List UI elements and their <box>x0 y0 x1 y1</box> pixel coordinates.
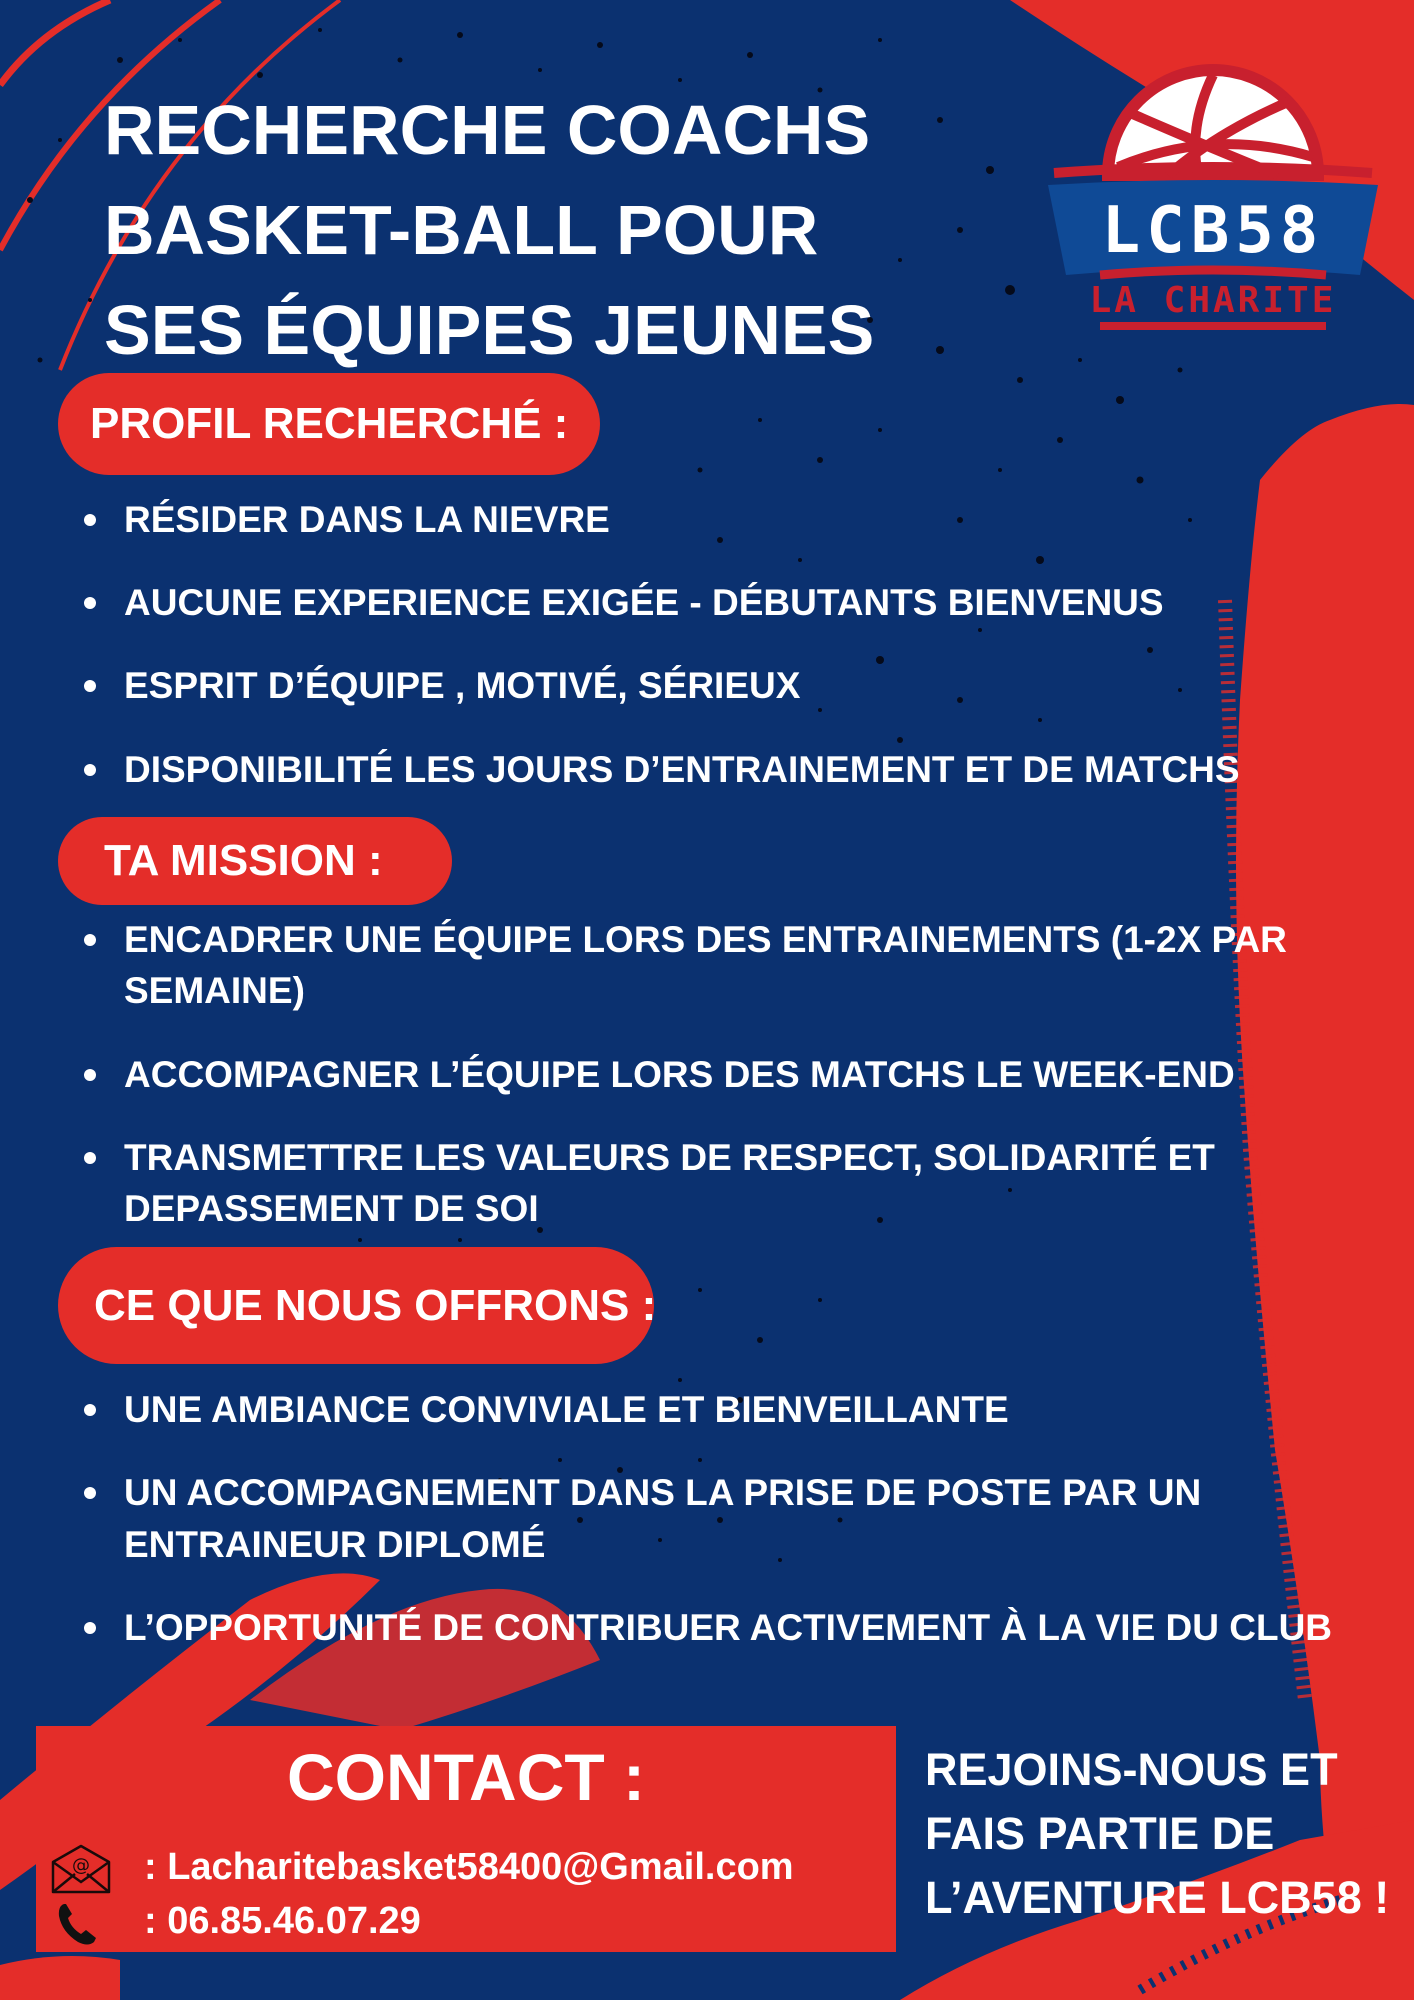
contact-email[interactable]: : Lacharitebasket58400@Gmail.com <box>144 1846 794 1888</box>
bullet-icon <box>84 514 96 526</box>
section-heading-pill <box>58 817 452 905</box>
bullet-icon <box>84 1404 96 1416</box>
logo-main-text: LCB58 <box>1101 194 1325 268</box>
bullet-icon <box>84 1622 96 1634</box>
bullet-icon <box>84 1152 96 1164</box>
section-heading: PROFIL RECHERCHÉ : <box>90 399 569 448</box>
poster-title <box>104 80 874 380</box>
section-heading: CE QUE NOUS OFFRONS : <box>94 1280 657 1330</box>
section-heading-pill <box>58 373 600 475</box>
bullet-icon <box>84 934 96 946</box>
logo-sub-text: LA CHARITE <box>1089 280 1337 321</box>
cta-line: L’AVENTURE LCB58 ! <box>925 1872 1390 1923</box>
contact-title: CONTACT : <box>286 1740 646 1814</box>
cta-line: FAIS PARTIE DE <box>925 1808 1275 1859</box>
bullet-icon <box>84 680 96 692</box>
bullet-icon <box>84 1069 96 1081</box>
basketball-icon <box>1048 57 1378 342</box>
bullet-icon <box>84 1487 96 1499</box>
cta-line: REJOINS-NOUS ET <box>925 1744 1338 1795</box>
section-heading: TA MISSION : <box>104 836 383 885</box>
recruitment-poster: RECHERCHE COACHS BASKET-BALL POUR SES ÉQUIPES JEUNES LCB58 LA CHARITE PROFIL RECHERCHÉ : RÉSIDER DANS LA NIEVRE AUCUNE EXPERIENCE EXIGÉE - DÉBUTANTS BIENVENUS ESPRIT D’ÉQUIPE , MOTIVÉ, SÉRIEUX DISPONIBILITÉ LES JOURS D’ENTRAINEMENT ET DE MATCHS TA MISSION : ENCADRER UNE ÉQUIPE LORS DES ENTRAINEMENTS (1-2X PAR SEMAINE) ACCOMPAGNER L’ÉQUIPE LORS DES MATCHS LE WEEK-END TRANSMETTRE LES VALEURS DE RESPECT, SOLIDARITÉ ET DEPASSEMENT DE SOI CE QUE NOUS OFFRONS : UNE AMBIANCE CONVIVIALE ET BIENVEILLANTE UN ACCOMPAGNEMENT DANS LA PRISE DE POSTE PAR UN ENTRAINEUR DIPLOMÉ L’OPPORTUNITÉ DE CONTRIBUER ACTIVEMENT À LA VIE DU CLUB CONTACT : @ : Lacharitebasket58400@Gmail.com : 06.85.46.07.29 REJOINS-NOUS ET FAIS PARTIE DE L’AVENTURE LCB58 ! <box>0 0 1414 2000</box>
title-line: SES ÉQUIPES JEUNES <box>104 291 875 369</box>
club-logo <box>1048 57 1378 342</box>
envelope-at-icon <box>50 1844 112 1894</box>
title-line: BASKET-BALL POUR <box>104 191 819 269</box>
phone-icon <box>56 1902 100 1946</box>
bullet-icon <box>84 764 96 776</box>
title-line: RECHERCHE COACHS <box>104 91 871 169</box>
bullet-icon <box>84 597 96 609</box>
call-to-action <box>925 1738 1389 1930</box>
section-heading-pill <box>58 1247 657 1364</box>
contact-phone[interactable]: : 06.85.46.07.29 <box>144 1900 421 1942</box>
contact-box <box>36 1726 896 1952</box>
svg-text:@: @ <box>72 1855 90 1876</box>
